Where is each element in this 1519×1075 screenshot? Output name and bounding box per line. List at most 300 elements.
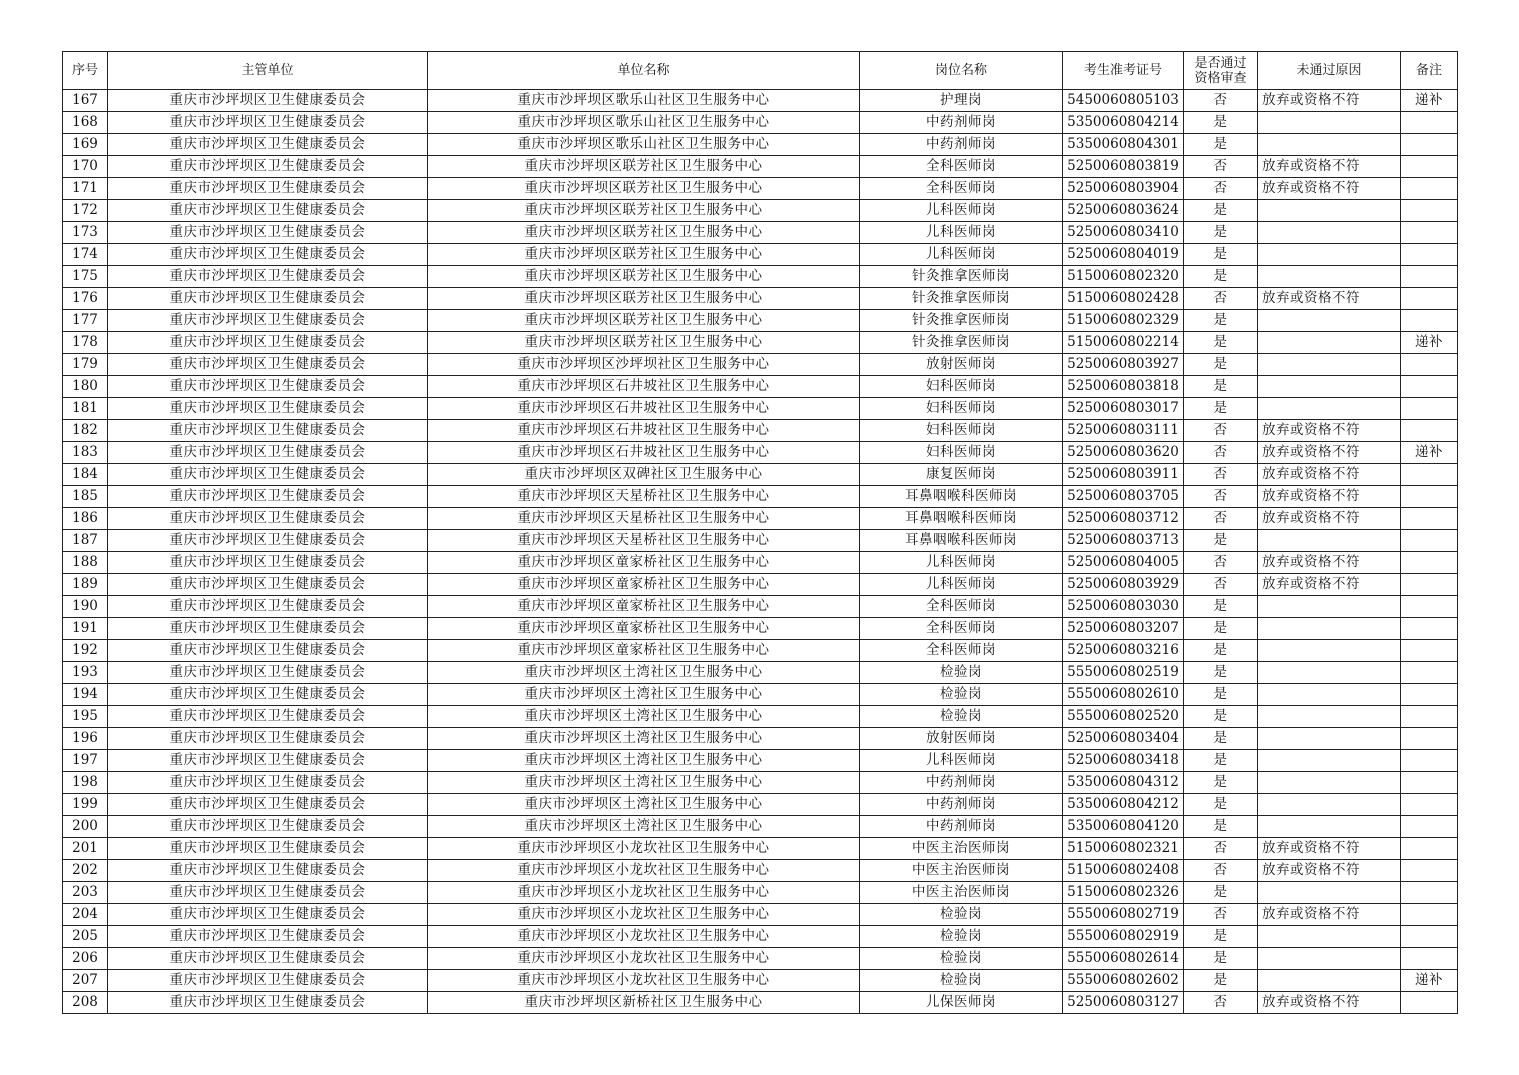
exam-id-cell: 5150060802329 bbox=[1063, 310, 1184, 332]
fail-reason-cell: 放弃或资格不符 bbox=[1258, 992, 1401, 1014]
passed-cell: 否 bbox=[1184, 442, 1258, 464]
authority-cell: 重庆市沙坪坝区卫生健康委员会 bbox=[108, 508, 428, 530]
fail-reason-cell bbox=[1258, 750, 1401, 772]
remarks-cell bbox=[1401, 552, 1458, 574]
authority-cell: 重庆市沙坪坝区卫生健康委员会 bbox=[108, 530, 428, 552]
fail-reason-cell bbox=[1258, 706, 1401, 728]
header-serial: 序号 bbox=[63, 52, 108, 90]
passed-cell: 否 bbox=[1184, 904, 1258, 926]
fail-reason-cell: 放弃或资格不符 bbox=[1258, 156, 1401, 178]
fail-reason-cell bbox=[1258, 222, 1401, 244]
table-row bbox=[63, 112, 1458, 134]
exam-id-cell: 5550060802919 bbox=[1063, 926, 1184, 948]
passed-cell: 否 bbox=[1184, 420, 1258, 442]
serial-cell: 198 bbox=[63, 772, 108, 794]
table-row bbox=[63, 332, 1458, 354]
authority-cell: 重庆市沙坪坝区卫生健康委员会 bbox=[108, 948, 428, 970]
authority-cell: 重庆市沙坪坝区卫生健康委员会 bbox=[108, 420, 428, 442]
authority-cell: 重庆市沙坪坝区卫生健康委员会 bbox=[108, 992, 428, 1014]
authority-cell: 重庆市沙坪坝区卫生健康委员会 bbox=[108, 134, 428, 156]
position-cell: 针灸推拿医师岗 bbox=[860, 332, 1063, 354]
unit-name-cell: 重庆市沙坪坝区土湾社区卫生服务中心 bbox=[428, 662, 860, 684]
table-row bbox=[63, 574, 1458, 596]
exam-id-cell: 5250060803111 bbox=[1063, 420, 1184, 442]
remarks-cell bbox=[1401, 112, 1458, 134]
table-row bbox=[63, 376, 1458, 398]
table-row bbox=[63, 794, 1458, 816]
exam-id-cell: 5250060803929 bbox=[1063, 574, 1184, 596]
fail-reason-cell bbox=[1258, 772, 1401, 794]
passed-cell: 否 bbox=[1184, 178, 1258, 200]
fail-reason-cell bbox=[1258, 134, 1401, 156]
serial-cell: 191 bbox=[63, 618, 108, 640]
serial-cell: 189 bbox=[63, 574, 108, 596]
position-cell: 检验岗 bbox=[860, 684, 1063, 706]
passed-cell: 是 bbox=[1184, 376, 1258, 398]
exam-id-cell: 5150060802320 bbox=[1063, 266, 1184, 288]
exam-id-cell: 5350060804214 bbox=[1063, 112, 1184, 134]
passed-cell: 否 bbox=[1184, 486, 1258, 508]
table-row bbox=[63, 728, 1458, 750]
remarks-cell bbox=[1401, 574, 1458, 596]
fail-reason-cell bbox=[1258, 970, 1401, 992]
position-cell: 针灸推拿医师岗 bbox=[860, 266, 1063, 288]
unit-name-cell: 重庆市沙坪坝区小龙坎社区卫生服务中心 bbox=[428, 970, 860, 992]
authority-cell: 重庆市沙坪坝区卫生健康委员会 bbox=[108, 574, 428, 596]
remarks-cell bbox=[1401, 244, 1458, 266]
authority-cell: 重庆市沙坪坝区卫生健康委员会 bbox=[108, 882, 428, 904]
header-fail-reason: 未通过原因 bbox=[1258, 52, 1401, 90]
position-cell: 中药剂师岗 bbox=[860, 134, 1063, 156]
table-row bbox=[63, 772, 1458, 794]
authority-cell: 重庆市沙坪坝区卫生健康委员会 bbox=[108, 464, 428, 486]
fail-reason-cell bbox=[1258, 200, 1401, 222]
serial-cell: 179 bbox=[63, 354, 108, 376]
unit-name-cell: 重庆市沙坪坝区石井坡社区卫生服务中心 bbox=[428, 376, 860, 398]
exam-id-cell: 5350060804312 bbox=[1063, 772, 1184, 794]
exam-id-cell: 5250060803216 bbox=[1063, 640, 1184, 662]
fail-reason-cell bbox=[1258, 398, 1401, 420]
serial-cell: 197 bbox=[63, 750, 108, 772]
remarks-cell bbox=[1401, 706, 1458, 728]
passed-cell: 是 bbox=[1184, 750, 1258, 772]
remarks-cell: 递补 bbox=[1401, 332, 1458, 354]
remarks-cell bbox=[1401, 156, 1458, 178]
position-cell: 儿科医师岗 bbox=[860, 750, 1063, 772]
fail-reason-cell: 放弃或资格不符 bbox=[1258, 442, 1401, 464]
fail-reason-cell bbox=[1258, 376, 1401, 398]
fail-reason-cell bbox=[1258, 332, 1401, 354]
exam-id-cell: 5250060803911 bbox=[1063, 464, 1184, 486]
fail-reason-cell bbox=[1258, 882, 1401, 904]
position-cell: 耳鼻咽喉科医师岗 bbox=[860, 530, 1063, 552]
passed-cell: 是 bbox=[1184, 244, 1258, 266]
serial-cell: 167 bbox=[63, 90, 108, 112]
position-cell: 儿科医师岗 bbox=[860, 222, 1063, 244]
passed-cell: 否 bbox=[1184, 992, 1258, 1014]
unit-name-cell: 重庆市沙坪坝区童家桥社区卫生服务中心 bbox=[428, 574, 860, 596]
remarks-cell bbox=[1401, 640, 1458, 662]
remarks-cell bbox=[1401, 992, 1458, 1014]
table-row bbox=[63, 464, 1458, 486]
results-document bbox=[62, 51, 1457, 1014]
position-cell: 全科医师岗 bbox=[860, 640, 1063, 662]
fail-reason-cell: 放弃或资格不符 bbox=[1258, 860, 1401, 882]
exam-id-cell: 5550060802519 bbox=[1063, 662, 1184, 684]
remarks-cell bbox=[1401, 618, 1458, 640]
unit-name-cell: 重庆市沙坪坝区联芳社区卫生服务中心 bbox=[428, 310, 860, 332]
passed-cell: 否 bbox=[1184, 552, 1258, 574]
serial-cell: 180 bbox=[63, 376, 108, 398]
position-cell: 儿保医师岗 bbox=[860, 992, 1063, 1014]
position-cell: 妇科医师岗 bbox=[860, 376, 1063, 398]
passed-cell: 是 bbox=[1184, 640, 1258, 662]
exam-id-cell: 5150060802408 bbox=[1063, 860, 1184, 882]
serial-cell: 172 bbox=[63, 200, 108, 222]
remarks-cell bbox=[1401, 178, 1458, 200]
serial-cell: 182 bbox=[63, 420, 108, 442]
exam-id-cell: 5250060803624 bbox=[1063, 200, 1184, 222]
exam-id-cell: 5350060804120 bbox=[1063, 816, 1184, 838]
passed-cell: 是 bbox=[1184, 706, 1258, 728]
remarks-cell bbox=[1401, 684, 1458, 706]
unit-name-cell: 重庆市沙坪坝区土湾社区卫生服务中心 bbox=[428, 684, 860, 706]
authority-cell: 重庆市沙坪坝区卫生健康委员会 bbox=[108, 178, 428, 200]
serial-cell: 174 bbox=[63, 244, 108, 266]
table-row bbox=[63, 970, 1458, 992]
authority-cell: 重庆市沙坪坝区卫生健康委员会 bbox=[108, 706, 428, 728]
passed-cell: 是 bbox=[1184, 310, 1258, 332]
remarks-cell bbox=[1401, 882, 1458, 904]
unit-name-cell: 重庆市沙坪坝区小龙坎社区卫生服务中心 bbox=[428, 882, 860, 904]
fail-reason-cell bbox=[1258, 926, 1401, 948]
position-cell: 全科医师岗 bbox=[860, 156, 1063, 178]
serial-cell: 192 bbox=[63, 640, 108, 662]
header-remarks: 备注 bbox=[1401, 52, 1458, 90]
serial-cell: 202 bbox=[63, 860, 108, 882]
fail-reason-cell bbox=[1258, 530, 1401, 552]
serial-cell: 193 bbox=[63, 662, 108, 684]
fail-reason-cell bbox=[1258, 816, 1401, 838]
authority-cell: 重庆市沙坪坝区卫生健康委员会 bbox=[108, 90, 428, 112]
position-cell: 针灸推拿医师岗 bbox=[860, 310, 1063, 332]
fail-reason-cell bbox=[1258, 310, 1401, 332]
table-row bbox=[63, 706, 1458, 728]
passed-cell: 是 bbox=[1184, 354, 1258, 376]
serial-cell: 170 bbox=[63, 156, 108, 178]
serial-cell: 190 bbox=[63, 596, 108, 618]
authority-cell: 重庆市沙坪坝区卫生健康委员会 bbox=[108, 772, 428, 794]
authority-cell: 重庆市沙坪坝区卫生健康委员会 bbox=[108, 222, 428, 244]
position-cell: 妇科医师岗 bbox=[860, 420, 1063, 442]
fail-reason-cell bbox=[1258, 640, 1401, 662]
fail-reason-cell bbox=[1258, 266, 1401, 288]
authority-cell: 重庆市沙坪坝区卫生健康委员会 bbox=[108, 838, 428, 860]
remarks-cell bbox=[1401, 222, 1458, 244]
unit-name-cell: 重庆市沙坪坝区小龙坎社区卫生服务中心 bbox=[428, 838, 860, 860]
unit-name-cell: 重庆市沙坪坝区小龙坎社区卫生服务中心 bbox=[428, 860, 860, 882]
fail-reason-cell bbox=[1258, 728, 1401, 750]
serial-cell: 186 bbox=[63, 508, 108, 530]
authority-cell: 重庆市沙坪坝区卫生健康委员会 bbox=[108, 112, 428, 134]
authority-cell: 重庆市沙坪坝区卫生健康委员会 bbox=[108, 354, 428, 376]
serial-cell: 195 bbox=[63, 706, 108, 728]
remarks-cell: 递补 bbox=[1401, 90, 1458, 112]
serial-cell: 204 bbox=[63, 904, 108, 926]
table-row bbox=[63, 178, 1458, 200]
passed-cell: 是 bbox=[1184, 816, 1258, 838]
table-body bbox=[63, 90, 1458, 1014]
passed-cell: 否 bbox=[1184, 574, 1258, 596]
passed-cell: 否 bbox=[1184, 90, 1258, 112]
exam-id-cell: 5150060802321 bbox=[1063, 838, 1184, 860]
table-row bbox=[63, 662, 1458, 684]
serial-cell: 177 bbox=[63, 310, 108, 332]
position-cell: 全科医师岗 bbox=[860, 178, 1063, 200]
header-passed-line2: 资格审查 bbox=[1194, 70, 1247, 86]
unit-name-cell: 重庆市沙坪坝区童家桥社区卫生服务中心 bbox=[428, 552, 860, 574]
passed-cell: 是 bbox=[1184, 662, 1258, 684]
serial-cell: 178 bbox=[63, 332, 108, 354]
table-row bbox=[63, 134, 1458, 156]
authority-cell: 重庆市沙坪坝区卫生健康委员会 bbox=[108, 816, 428, 838]
unit-name-cell: 重庆市沙坪坝区土湾社区卫生服务中心 bbox=[428, 816, 860, 838]
authority-cell: 重庆市沙坪坝区卫生健康委员会 bbox=[108, 618, 428, 640]
remarks-cell: 递补 bbox=[1401, 442, 1458, 464]
remarks-cell bbox=[1401, 376, 1458, 398]
serial-cell: 205 bbox=[63, 926, 108, 948]
serial-cell: 171 bbox=[63, 178, 108, 200]
remarks-cell bbox=[1401, 486, 1458, 508]
serial-cell: 183 bbox=[63, 442, 108, 464]
unit-name-cell: 重庆市沙坪坝区歌乐山社区卫生服务中心 bbox=[428, 112, 860, 134]
passed-cell: 是 bbox=[1184, 134, 1258, 156]
table-row bbox=[63, 90, 1458, 112]
table-row bbox=[63, 398, 1458, 420]
authority-cell: 重庆市沙坪坝区卫生健康委员会 bbox=[108, 266, 428, 288]
passed-cell: 否 bbox=[1184, 838, 1258, 860]
remarks-cell bbox=[1401, 662, 1458, 684]
remarks-cell bbox=[1401, 728, 1458, 750]
position-cell: 妇科医师岗 bbox=[860, 398, 1063, 420]
position-cell: 妇科医师岗 bbox=[860, 442, 1063, 464]
unit-name-cell: 重庆市沙坪坝区天星桥社区卫生服务中心 bbox=[428, 530, 860, 552]
table-row bbox=[63, 948, 1458, 970]
table-row bbox=[63, 596, 1458, 618]
position-cell: 放射医师岗 bbox=[860, 728, 1063, 750]
unit-name-cell: 重庆市沙坪坝区联芳社区卫生服务中心 bbox=[428, 288, 860, 310]
serial-cell: 187 bbox=[63, 530, 108, 552]
position-cell: 中药剂师岗 bbox=[860, 794, 1063, 816]
authority-cell: 重庆市沙坪坝区卫生健康委员会 bbox=[108, 728, 428, 750]
serial-cell: 200 bbox=[63, 816, 108, 838]
unit-name-cell: 重庆市沙坪坝区歌乐山社区卫生服务中心 bbox=[428, 90, 860, 112]
authority-cell: 重庆市沙坪坝区卫生健康委员会 bbox=[108, 332, 428, 354]
authority-cell: 重庆市沙坪坝区卫生健康委员会 bbox=[108, 156, 428, 178]
unit-name-cell: 重庆市沙坪坝区童家桥社区卫生服务中心 bbox=[428, 640, 860, 662]
exam-id-cell: 5250060803712 bbox=[1063, 508, 1184, 530]
table-row bbox=[63, 200, 1458, 222]
exam-id-cell: 5250060803904 bbox=[1063, 178, 1184, 200]
passed-cell: 是 bbox=[1184, 398, 1258, 420]
remarks-cell bbox=[1401, 926, 1458, 948]
table-row bbox=[63, 244, 1458, 266]
header-authority: 主管单位 bbox=[108, 52, 428, 90]
serial-cell: 194 bbox=[63, 684, 108, 706]
authority-cell: 重庆市沙坪坝区卫生健康委员会 bbox=[108, 970, 428, 992]
unit-name-cell: 重庆市沙坪坝区小龙坎社区卫生服务中心 bbox=[428, 948, 860, 970]
table-row bbox=[63, 838, 1458, 860]
serial-cell: 188 bbox=[63, 552, 108, 574]
exam-id-cell: 5150060802326 bbox=[1063, 882, 1184, 904]
authority-cell: 重庆市沙坪坝区卫生健康委员会 bbox=[108, 662, 428, 684]
unit-name-cell: 重庆市沙坪坝区天星桥社区卫生服务中心 bbox=[428, 486, 860, 508]
passed-cell: 是 bbox=[1184, 596, 1258, 618]
authority-cell: 重庆市沙坪坝区卫生健康委员会 bbox=[108, 904, 428, 926]
fail-reason-cell: 放弃或资格不符 bbox=[1258, 178, 1401, 200]
position-cell: 中医主治医师岗 bbox=[860, 882, 1063, 904]
table-row bbox=[63, 816, 1458, 838]
remarks-cell bbox=[1401, 464, 1458, 486]
unit-name-cell: 重庆市沙坪坝区歌乐山社区卫生服务中心 bbox=[428, 134, 860, 156]
serial-cell: 196 bbox=[63, 728, 108, 750]
exam-id-cell: 5250060803418 bbox=[1063, 750, 1184, 772]
position-cell: 中药剂师岗 bbox=[860, 816, 1063, 838]
position-cell: 检验岗 bbox=[860, 662, 1063, 684]
exam-id-cell: 5250060803127 bbox=[1063, 992, 1184, 1014]
position-cell: 检验岗 bbox=[860, 904, 1063, 926]
serial-cell: 208 bbox=[63, 992, 108, 1014]
authority-cell: 重庆市沙坪坝区卫生健康委员会 bbox=[108, 794, 428, 816]
exam-id-cell: 5250060803620 bbox=[1063, 442, 1184, 464]
table-row bbox=[63, 508, 1458, 530]
authority-cell: 重庆市沙坪坝区卫生健康委员会 bbox=[108, 200, 428, 222]
fail-reason-cell: 放弃或资格不符 bbox=[1258, 90, 1401, 112]
table-row bbox=[63, 442, 1458, 464]
fail-reason-cell: 放弃或资格不符 bbox=[1258, 552, 1401, 574]
unit-name-cell: 重庆市沙坪坝区联芳社区卫生服务中心 bbox=[428, 156, 860, 178]
serial-cell: 169 bbox=[63, 134, 108, 156]
position-cell: 中医主治医师岗 bbox=[860, 838, 1063, 860]
passed-cell: 是 bbox=[1184, 970, 1258, 992]
position-cell: 全科医师岗 bbox=[860, 618, 1063, 640]
exam-id-cell: 5250060803819 bbox=[1063, 156, 1184, 178]
table-row bbox=[63, 266, 1458, 288]
remarks-cell bbox=[1401, 508, 1458, 530]
serial-cell: 184 bbox=[63, 464, 108, 486]
remarks-cell bbox=[1401, 860, 1458, 882]
passed-cell: 是 bbox=[1184, 266, 1258, 288]
authority-cell: 重庆市沙坪坝区卫生健康委员会 bbox=[108, 244, 428, 266]
exam-id-cell: 5250060803017 bbox=[1063, 398, 1184, 420]
passed-cell: 是 bbox=[1184, 222, 1258, 244]
remarks-cell bbox=[1401, 948, 1458, 970]
authority-cell: 重庆市沙坪坝区卫生健康委员会 bbox=[108, 860, 428, 882]
passed-cell: 否 bbox=[1184, 288, 1258, 310]
remarks-cell bbox=[1401, 310, 1458, 332]
fail-reason-cell bbox=[1258, 794, 1401, 816]
fail-reason-cell bbox=[1258, 948, 1401, 970]
serial-cell: 175 bbox=[63, 266, 108, 288]
passed-cell: 是 bbox=[1184, 882, 1258, 904]
passed-cell: 是 bbox=[1184, 332, 1258, 354]
passed-cell: 是 bbox=[1184, 772, 1258, 794]
remarks-cell bbox=[1401, 530, 1458, 552]
passed-cell: 是 bbox=[1184, 948, 1258, 970]
fail-reason-cell: 放弃或资格不符 bbox=[1258, 574, 1401, 596]
remarks-cell: 递补 bbox=[1401, 970, 1458, 992]
fail-reason-cell bbox=[1258, 244, 1401, 266]
serial-cell: 173 bbox=[63, 222, 108, 244]
unit-name-cell: 重庆市沙坪坝区土湾社区卫生服务中心 bbox=[428, 728, 860, 750]
unit-name-cell: 重庆市沙坪坝区联芳社区卫生服务中心 bbox=[428, 266, 860, 288]
position-cell: 全科医师岗 bbox=[860, 596, 1063, 618]
unit-name-cell: 重庆市沙坪坝区联芳社区卫生服务中心 bbox=[428, 222, 860, 244]
header-exam-id: 考生准考证号 bbox=[1063, 52, 1184, 90]
exam-id-cell: 5250060803410 bbox=[1063, 222, 1184, 244]
serial-cell: 181 bbox=[63, 398, 108, 420]
fail-reason-cell bbox=[1258, 684, 1401, 706]
serial-cell: 185 bbox=[63, 486, 108, 508]
remarks-cell bbox=[1401, 200, 1458, 222]
header-unit-name: 单位名称 bbox=[428, 52, 860, 90]
table-row bbox=[63, 926, 1458, 948]
header-passed bbox=[1184, 52, 1258, 90]
remarks-cell bbox=[1401, 596, 1458, 618]
exam-id-cell: 5550060802719 bbox=[1063, 904, 1184, 926]
authority-cell: 重庆市沙坪坝区卫生健康委员会 bbox=[108, 398, 428, 420]
fail-reason-cell bbox=[1258, 618, 1401, 640]
passed-cell: 否 bbox=[1184, 464, 1258, 486]
unit-name-cell: 重庆市沙坪坝区新桥社区卫生服务中心 bbox=[428, 992, 860, 1014]
unit-name-cell: 重庆市沙坪坝区联芳社区卫生服务中心 bbox=[428, 332, 860, 354]
position-cell: 针灸推拿医师岗 bbox=[860, 288, 1063, 310]
table-row bbox=[63, 882, 1458, 904]
unit-name-cell: 重庆市沙坪坝区土湾社区卫生服务中心 bbox=[428, 706, 860, 728]
authority-cell: 重庆市沙坪坝区卫生健康委员会 bbox=[108, 310, 428, 332]
unit-name-cell: 重庆市沙坪坝区联芳社区卫生服务中心 bbox=[428, 178, 860, 200]
table-row bbox=[63, 222, 1458, 244]
table-row bbox=[63, 552, 1458, 574]
unit-name-cell: 重庆市沙坪坝区童家桥社区卫生服务中心 bbox=[428, 618, 860, 640]
fail-reason-cell: 放弃或资格不符 bbox=[1258, 288, 1401, 310]
fail-reason-cell: 放弃或资格不符 bbox=[1258, 420, 1401, 442]
position-cell: 中药剂师岗 bbox=[860, 112, 1063, 134]
fail-reason-cell bbox=[1258, 112, 1401, 134]
exam-id-cell: 5150060802214 bbox=[1063, 332, 1184, 354]
authority-cell: 重庆市沙坪坝区卫生健康委员会 bbox=[108, 684, 428, 706]
table-row bbox=[63, 640, 1458, 662]
authority-cell: 重庆市沙坪坝区卫生健康委员会 bbox=[108, 442, 428, 464]
authority-cell: 重庆市沙坪坝区卫生健康委员会 bbox=[108, 288, 428, 310]
position-cell: 耳鼻咽喉科医师岗 bbox=[860, 508, 1063, 530]
remarks-cell bbox=[1401, 288, 1458, 310]
exam-id-cell: 5250060804019 bbox=[1063, 244, 1184, 266]
unit-name-cell: 重庆市沙坪坝区石井坡社区卫生服务中心 bbox=[428, 398, 860, 420]
position-cell: 放射医师岗 bbox=[860, 354, 1063, 376]
exam-id-cell: 5550060802602 bbox=[1063, 970, 1184, 992]
unit-name-cell: 重庆市沙坪坝区双碑社区卫生服务中心 bbox=[428, 464, 860, 486]
fail-reason-cell bbox=[1258, 662, 1401, 684]
passed-cell: 是 bbox=[1184, 200, 1258, 222]
exam-id-cell: 5250060803030 bbox=[1063, 596, 1184, 618]
unit-name-cell: 重庆市沙坪坝区联芳社区卫生服务中心 bbox=[428, 200, 860, 222]
exam-id-cell: 5450060805103 bbox=[1063, 90, 1184, 112]
table-row bbox=[63, 530, 1458, 552]
table-row bbox=[63, 354, 1458, 376]
table-row bbox=[63, 486, 1458, 508]
passed-cell: 是 bbox=[1184, 684, 1258, 706]
